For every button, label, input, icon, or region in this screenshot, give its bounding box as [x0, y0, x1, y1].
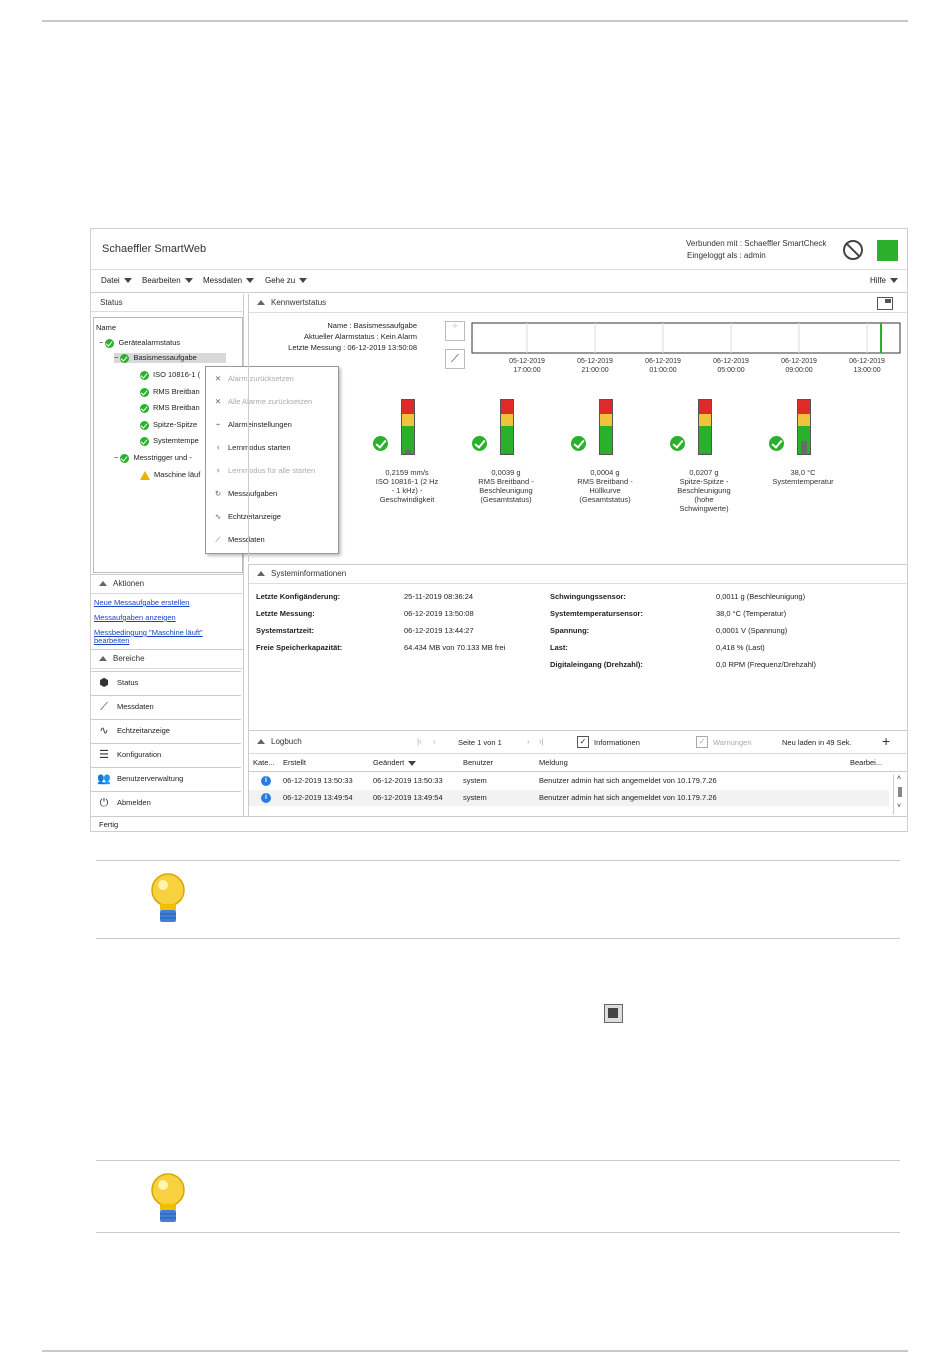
- sys-key: Systemtemperatursensor:: [550, 609, 643, 618]
- gauge-alarm-zone: [402, 400, 414, 414]
- ok-icon: [140, 371, 149, 380]
- nav-status[interactable]: ⬢ Status: [91, 671, 241, 694]
- gauge-label: [466, 468, 546, 504]
- list-icon: ☰: [99, 749, 109, 761]
- timeline-date-label: 05-12-2019: [509, 358, 545, 365]
- ok-icon: [120, 454, 129, 463]
- menu-bar: [91, 270, 907, 293]
- tip-rule-top: [96, 860, 900, 861]
- gauge-label: [565, 468, 645, 504]
- gauge-ok-zone: [600, 426, 612, 454]
- warn-checkbox[interactable]: ✓: [696, 736, 708, 748]
- gauge-l1: RMS Breitband -: [478, 477, 534, 486]
- maximize-icon[interactable]: [877, 297, 893, 310]
- ctx-data[interactable]: ⟋ Messdaten: [206, 528, 338, 551]
- gauge-warning-zone: [402, 414, 414, 426]
- sys-key: Schwingungssensor:: [550, 592, 626, 601]
- last-page-icon[interactable]: ›|: [539, 737, 544, 746]
- kennwert-header: Kennwertstatus: [249, 294, 907, 313]
- timeline-time-label: 01:00:00: [649, 367, 677, 374]
- lightbulb-icon: [148, 872, 188, 926]
- users-icon: 👥: [97, 773, 111, 785]
- sys-value: 06-12-2019 13:50:08: [404, 609, 474, 618]
- menu-bearbeiten[interactable]: Bearbeiten: [142, 276, 193, 285]
- log-scrollbar[interactable]: [893, 775, 906, 815]
- pulse-icon: ∿: [214, 512, 222, 521]
- scroll-thumb[interactable]: [898, 787, 902, 797]
- collapse-icon[interactable]: [257, 739, 265, 744]
- prev-page-icon[interactable]: ‹: [433, 737, 436, 746]
- top-rule: [42, 20, 908, 22]
- tip-rule-top-2: [96, 1160, 900, 1161]
- timeline-time-label: 13:00:00: [853, 367, 881, 374]
- gauge-l1: Systemtemperatur: [772, 477, 834, 486]
- chevron-down-icon: [246, 278, 254, 283]
- link-edit[interactable]: bearbeiten: [94, 636, 130, 645]
- gauge-value: 0,0004 g: [590, 468, 620, 477]
- gauge-l3: (Gesamtstatus): [480, 495, 532, 504]
- link-new-task[interactable]: Neue Messaufgabe erstellen: [94, 598, 190, 607]
- logbook-panel: [248, 730, 907, 817]
- gauge-warning-zone: [798, 414, 810, 426]
- sys-value: 0,0011 g (Beschleunigung): [716, 592, 806, 601]
- add-icon[interactable]: +: [882, 733, 891, 749]
- ok-icon: [140, 404, 149, 413]
- gauge-level: [405, 450, 411, 454]
- row-user: system: [463, 776, 487, 785]
- tree-node-systemtemp[interactable]: Systemtempe: [140, 436, 199, 446]
- link-show-tasks[interactable]: Messaufgaben anzeigen: [94, 613, 176, 622]
- lightbulb-icon: [148, 1172, 188, 1226]
- tree-node-iso[interactable]: ISO 10816-1 (: [140, 370, 200, 380]
- gauge-alarm-zone: [798, 400, 810, 414]
- gauge-l1: ISO 10816-1 (2 Hz: [375, 477, 439, 486]
- warning-icon: [140, 471, 150, 480]
- gauge-l1: Spitze-Spitze -: [679, 477, 729, 486]
- alarm-gauge[interactable]: [698, 399, 712, 455]
- info-checkbox[interactable]: ✓: [577, 736, 589, 748]
- sys-value: 0,0 RPM (Frequenz/Drehzahl): [716, 660, 817, 669]
- menu-hilfe[interactable]: Hilfe: [870, 276, 898, 285]
- sort-desc-icon: [408, 761, 416, 766]
- timeline-chart[interactable]: [471, 322, 903, 376]
- gauge-value: 38,0 °C: [790, 468, 816, 477]
- log-table-header: [249, 754, 907, 772]
- scroll-up-icon[interactable]: ˄: [897, 775, 902, 782]
- nav-benutzer[interactable]: 👥 Benutzerverwaltung: [91, 767, 241, 790]
- ok-icon: [140, 437, 149, 446]
- task-info: [249, 320, 417, 353]
- sys-value: 0,0001 V (Spannung): [716, 626, 788, 635]
- smartweb-window: [90, 228, 908, 832]
- status-ok-icon: [769, 436, 784, 451]
- x-icon: ✕: [214, 374, 222, 383]
- timeline-time-label: 17:00:00: [513, 367, 541, 374]
- x-icon: ✕: [214, 397, 222, 406]
- first-page-icon[interactable]: |‹: [417, 737, 422, 746]
- alarm-gauge[interactable]: [797, 399, 811, 455]
- tip-rule-bottom: [96, 938, 900, 939]
- ctx-tasks[interactable]: ↻ Messaufgaben: [206, 482, 338, 505]
- refresh-icon: ↻: [214, 489, 222, 498]
- gauge-value: 0,0207 g: [689, 468, 719, 477]
- connected-to: Verbunden mit : Schaeffler SmartCheck: [686, 239, 827, 248]
- gauge-l2: - 1 kHz) -: [391, 486, 423, 495]
- gauge-value: 0,0039 g: [491, 468, 521, 477]
- table-row[interactable]: [249, 773, 889, 789]
- info-icon: i: [261, 793, 271, 803]
- pulse-icon: ∿: [99, 725, 109, 737]
- timeline-time-label: 05:00:00: [717, 367, 745, 374]
- gauge-ok-zone: [699, 426, 711, 454]
- zoom-icon[interactable]: ÷: [445, 321, 465, 341]
- ok-icon: [140, 421, 149, 430]
- status-ok-icon: [571, 436, 586, 451]
- title-bar: [91, 229, 907, 270]
- status-bar: [91, 816, 907, 832]
- status-ok-icon: [373, 436, 388, 451]
- alarm-gauge[interactable]: [401, 399, 415, 455]
- timeline-frame: [472, 323, 900, 353]
- ctx-learn-all[interactable]: ♀ Lernmodus für alle starten: [206, 459, 338, 482]
- timeline-time-label: 21:00:00: [581, 367, 609, 374]
- cubes-icon: ⬢: [99, 677, 109, 689]
- gauge-alarm-zone: [501, 400, 513, 414]
- task-alarm: Aktueller Alarmstatus : Kein Alarm: [304, 332, 417, 341]
- col-message[interactable]: Meldung: [539, 758, 568, 767]
- chevron-down-icon: [185, 278, 193, 283]
- line-chart-icon: ⟋: [100, 701, 108, 713]
- col-changed[interactable]: Geändert: [373, 754, 416, 771]
- kennwert-panel: [248, 294, 907, 562]
- ctx-realtime[interactable]: ∿ Echtzeitanzeige: [206, 505, 338, 528]
- logbook-header: Logbuch: [249, 731, 907, 754]
- bulb-icon: ♀: [215, 466, 221, 475]
- ctx-all-alarms-reset[interactable]: ✕ Alle Alarme zurücksetzen: [206, 390, 338, 413]
- bulb-icon: ♀: [215, 443, 221, 452]
- logged-in-as: Eingeloggt als : admin: [687, 251, 766, 260]
- gauge-label: [367, 468, 447, 504]
- gauge-l3: (Gesamtstatus): [579, 495, 631, 504]
- gauge-ok-zone: [501, 426, 513, 454]
- power-icon: ⏻: [99, 797, 109, 809]
- row-created: 06-12-2019 13:50:33: [283, 776, 353, 785]
- threshold-icon: ÷: [215, 420, 221, 429]
- col-created[interactable]: Erstellt: [283, 758, 306, 767]
- gauge-warning-zone: [501, 414, 513, 426]
- collapse-icon[interactable]: [99, 656, 107, 661]
- actions-header: Aktionen: [91, 574, 243, 594]
- gauge-label: [664, 468, 744, 513]
- gauge-l2: Beschleunigung: [479, 486, 533, 495]
- nav-konfiguration[interactable]: ☰ Konfiguration: [91, 743, 241, 766]
- page-indicator: Seite 1 von 1: [458, 738, 502, 747]
- tree-header: Name: [96, 323, 117, 332]
- col-edited[interactable]: Bearbei...: [850, 758, 883, 767]
- sys-key: Digitaleingang (Drehzahl):: [550, 660, 643, 669]
- bottom-rule: [42, 1350, 908, 1352]
- sys-key: Freie Speicherkapazität:: [256, 643, 343, 652]
- row-created: 06-12-2019 13:49:54: [283, 793, 353, 802]
- nav-messdaten[interactable]: ⟋ Messdaten: [91, 695, 241, 718]
- task-name: Name : Basismessaufgabe: [327, 321, 417, 330]
- timeline-date-label: 06-12-2019: [645, 358, 681, 365]
- row-message: Benutzer admin hat sich angemeldet von 10.179.7.26: [539, 776, 717, 785]
- alarm-gauge[interactable]: [599, 399, 613, 455]
- tree-node-messtrigger[interactable]: − Messtrigger und -: [114, 453, 192, 462]
- timeline-time-label: 09:00:00: [785, 367, 813, 374]
- row-user: system: [463, 793, 487, 802]
- tree-node-rms2[interactable]: RMS Breitban: [140, 403, 200, 413]
- row-message: Benutzer admin hat sich angemeldet von 10.179.7.26: [539, 793, 717, 802]
- warn-label: Warnungen: [713, 738, 752, 747]
- tree-node-spitze[interactable]: Spitze-Spitze: [140, 420, 197, 430]
- row-changed: 06-12-2019 13:49:54: [373, 793, 443, 802]
- menu-datei[interactable]: Datei: [101, 276, 132, 285]
- sys-key: Spannung:: [550, 626, 590, 635]
- sys-value: 06-12-2019 13:44:27: [404, 626, 474, 635]
- gauge-alarm-zone: [600, 400, 612, 414]
- chart-icon: ⟋: [215, 535, 221, 544]
- gauge-l3: (hohe: [694, 495, 714, 504]
- ctx-alarm-settings[interactable]: ÷ Alarmeinstellungen: [206, 413, 338, 436]
- sys-key: Letzte Messung:: [256, 609, 315, 618]
- ok-icon: [140, 388, 149, 397]
- tree-node-basismessaufgabe[interactable]: − Basismessaufgabe: [114, 353, 226, 363]
- sys-value: 0,418 % (Last): [716, 643, 765, 652]
- sys-value: 25-11-2019 08:36:24: [404, 592, 474, 601]
- table-row[interactable]: [249, 790, 889, 806]
- col-category[interactable]: Kate...: [253, 758, 275, 767]
- reload-countdown: Neu laden in 49 Sek.: [782, 738, 852, 747]
- status-ok-icon: [472, 436, 487, 451]
- disconnect-icon[interactable]: [843, 240, 863, 260]
- sysinfo-panel: [248, 564, 907, 731]
- alarm-gauge[interactable]: [500, 399, 514, 455]
- nav-echtzeit[interactable]: ∿ Echtzeitanzeige: [91, 719, 241, 742]
- ok-icon: [120, 354, 129, 363]
- tree-node-device-alarm[interactable]: − Gerätealarmstatus: [99, 338, 181, 347]
- device-status-indicator: [877, 240, 898, 261]
- connection-info: [686, 238, 826, 262]
- ok-icon: [105, 339, 114, 348]
- gauge-l4: Schwingwerte): [679, 504, 729, 513]
- chevron-down-icon: [890, 278, 898, 283]
- areas-header: Bereiche: [91, 649, 243, 669]
- collapse-icon[interactable]: [257, 300, 265, 305]
- gauge-l2: Beschleunigung: [677, 486, 731, 495]
- gauge-ok-zone: [402, 426, 414, 454]
- timeline-date-label: 06-12-2019: [849, 358, 885, 365]
- sys-key: Letzte Konfigänderung:: [256, 592, 341, 601]
- gauge-l1: RMS Breitband -: [577, 477, 633, 486]
- gauge-l2: Hüllkurve: [589, 486, 621, 495]
- scroll-down-icon[interactable]: ˅: [897, 803, 902, 810]
- gauge-alarm-zone: [699, 400, 711, 414]
- status-header: Status: [91, 294, 243, 312]
- gauge-label: [763, 468, 843, 486]
- status-text: Fertig: [99, 820, 119, 829]
- gauge-level: [801, 441, 807, 454]
- col-user[interactable]: Benutzer: [463, 758, 494, 767]
- gauge-l3: Geschwindigkeit: [379, 495, 435, 504]
- tree-node-maschine[interactable]: Maschine läuf: [140, 470, 200, 480]
- timeline-date-label: 06-12-2019: [781, 358, 817, 365]
- link-machine-running[interactable]: Messbedingung "Maschine läuft": [94, 628, 203, 637]
- gauge-level: [504, 453, 510, 454]
- nav-abmelden[interactable]: ⏻ Abmelden: [91, 791, 241, 814]
- timeline-date-label: 05-12-2019: [577, 358, 613, 365]
- sys-value: 38,0 °C (Temperatur): [716, 609, 787, 618]
- timeline-date-label: 06-12-2019: [713, 358, 749, 365]
- trend-icon[interactable]: ⟋: [445, 349, 465, 369]
- gauge-warning-zone: [699, 414, 711, 426]
- tree-node-rms1[interactable]: RMS Breitban: [140, 387, 200, 397]
- ctx-learn-start[interactable]: ♀ Lernmodus starten: [206, 436, 338, 459]
- collapse-icon[interactable]: [257, 571, 265, 576]
- sys-value: 64.434 MB von 70.133 MB frei: [404, 643, 506, 652]
- row-changed: 06-12-2019 13:50:33: [373, 776, 443, 785]
- task-last: Letzte Messung : 06-12-2019 13:50:08: [288, 343, 417, 352]
- next-page-icon[interactable]: ›: [527, 737, 530, 746]
- sys-key: Systemstartzeit:: [256, 626, 314, 635]
- menu-gehe-zu[interactable]: Gehe zu: [265, 276, 307, 285]
- gauge-level: [702, 453, 708, 454]
- app-title: Schaeffler SmartWeb: [102, 243, 207, 255]
- collapse-icon[interactable]: [99, 581, 107, 586]
- info-label: Informationen: [594, 738, 640, 747]
- gauge-ok-zone: [798, 426, 810, 454]
- sys-key: Last:: [550, 643, 568, 652]
- chevron-down-icon: [124, 278, 132, 283]
- ctx-alarm-reset[interactable]: ✕ Alarm zurücksetzen: [206, 367, 338, 390]
- status-ok-icon: [670, 436, 685, 451]
- gauge-warning-zone: [600, 414, 612, 426]
- tip-rule-bottom-2: [96, 1232, 900, 1233]
- info-icon: i: [261, 776, 271, 786]
- gauge-value: 0,2159 mm/s: [385, 468, 429, 477]
- menu-messdaten[interactable]: Messdaten: [203, 276, 254, 285]
- sysinfo-header: Systeminformationen: [249, 565, 907, 584]
- wrench-screen-icon: [604, 1004, 623, 1023]
- chevron-down-icon: [299, 278, 307, 283]
